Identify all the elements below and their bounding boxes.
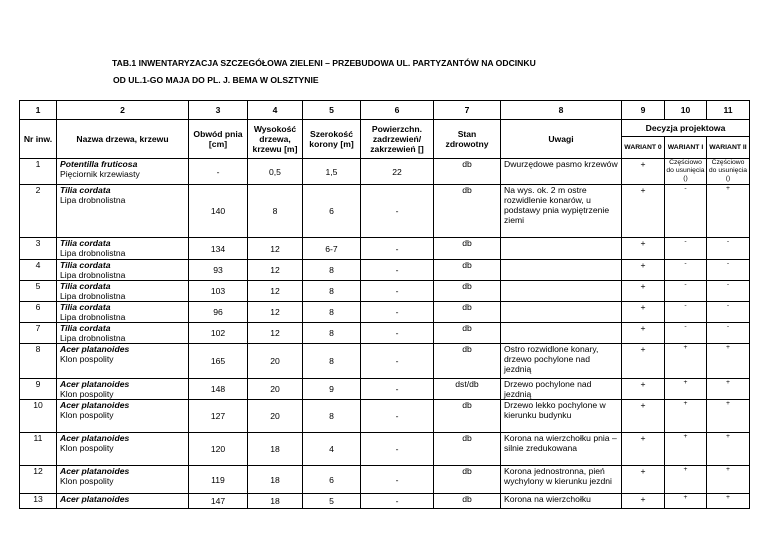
uwagi-value: Korona jednostronna, pień wychylony w kierunku jezdni xyxy=(501,466,622,494)
row-number: 11 xyxy=(20,433,57,466)
wysokosc-value: 12 xyxy=(248,260,303,281)
powierzchnia-value: - xyxy=(361,400,434,433)
row-number: 8 xyxy=(20,344,57,379)
wariant-2-value: + xyxy=(707,400,750,433)
species-name xyxy=(57,185,189,238)
wysokosc-value: 18 xyxy=(248,466,303,494)
species-name xyxy=(57,379,189,400)
row-number: 1 xyxy=(20,159,57,185)
wariant-2-value: + xyxy=(707,466,750,494)
powierzchnia-value: - xyxy=(361,494,434,509)
table-row xyxy=(20,466,750,494)
column-number-3: 3 xyxy=(189,101,248,120)
obwod-value: - xyxy=(189,159,248,185)
obwod-value: 134 xyxy=(189,238,248,260)
powierzchnia-value: - xyxy=(361,344,434,379)
uwagi-value: Drzewo lekko pochylone w kierunku budynku xyxy=(501,400,622,433)
species-name xyxy=(57,302,189,323)
powierzchnia-value: - xyxy=(361,466,434,494)
szerokosc-value: 8 xyxy=(303,281,361,302)
stan-value: db xyxy=(434,323,501,344)
wariant-2-value: + xyxy=(707,344,750,379)
uwagi-value: Ostro rozwidlone konary, drzewo pochylone nad jezdnią xyxy=(501,344,622,379)
obwod-value: 120 xyxy=(189,433,248,466)
wariant-2-value: Częściowo do usunięcia () xyxy=(707,159,750,185)
stan-value: db xyxy=(434,302,501,323)
header-stan: Stan zdrowotny xyxy=(434,120,501,159)
wariant-1-value: + xyxy=(665,379,707,400)
szerokosc-value: 8 xyxy=(303,260,361,281)
table-row xyxy=(20,379,750,400)
obwod-value: 140 xyxy=(189,185,248,238)
latin-name: Acer platanoides xyxy=(60,433,130,443)
szerokosc-value: 8 xyxy=(303,344,361,379)
latin-name: Tilia cordata xyxy=(60,302,111,312)
obwod-value: 93 xyxy=(189,260,248,281)
wysokosc-value: 12 xyxy=(248,281,303,302)
polish-name: Klon pospolity xyxy=(60,389,114,399)
obwod-value: 102 xyxy=(189,323,248,344)
uwagi-value: Drzewo pochylone nad jezdnią xyxy=(501,379,622,400)
column-number-8: 8 xyxy=(501,101,622,120)
latin-name: Potentilla fruticosa xyxy=(60,159,138,169)
header-wariant-1: WARIANT I xyxy=(665,137,707,159)
uwagi-value: Korona na wierzchołku xyxy=(501,494,622,509)
szerokosc-value: 5 xyxy=(303,494,361,509)
header-name: Nazwa drzewa, krzewu xyxy=(57,120,189,159)
szerokosc-value: 6-7 xyxy=(303,238,361,260)
powierzchnia-value: - xyxy=(361,323,434,344)
table-row xyxy=(20,323,750,344)
species-name xyxy=(57,433,189,466)
polish-name: Klon pospolity xyxy=(60,443,114,453)
header-obwod: Obwód pnia [cm] xyxy=(189,120,248,159)
stan-value: dst/db xyxy=(434,379,501,400)
latin-name: Acer platanoides xyxy=(60,494,130,504)
powierzchnia-value: - xyxy=(361,238,434,260)
polish-name: Klon pospolity xyxy=(60,410,114,420)
wariant-0-value: + xyxy=(622,159,665,185)
row-number: 13 xyxy=(20,494,57,509)
wysokosc-value: 20 xyxy=(248,379,303,400)
stan-value: db xyxy=(434,281,501,302)
wysokosc-value: 0,5 xyxy=(248,159,303,185)
stan-value: db xyxy=(434,466,501,494)
szerokosc-value: 8 xyxy=(303,302,361,323)
latin-name: Tilia cordata xyxy=(60,238,111,248)
column-number-9: 9 xyxy=(622,101,665,120)
table-subtitle: OD UL.1-GO MAJA DO PL. J. BEMA W OLSZTYNIE xyxy=(113,75,319,85)
table-row xyxy=(20,400,750,433)
obwod-value: 165 xyxy=(189,344,248,379)
uwagi-value xyxy=(501,260,622,281)
table-title: TAB.1 INWENTARYZACJA SZCZEGÓŁOWA ZIELENI – PRZEBUDOWA UL. PARTYZANTÓW NA ODCINKU xyxy=(112,58,536,68)
header-row xyxy=(20,120,750,137)
polish-name: Lipa drobnolistna xyxy=(60,291,126,301)
powierzchnia-value: - xyxy=(361,185,434,238)
header-wariant-0: WARIANT 0 xyxy=(622,137,665,159)
species-name xyxy=(57,494,189,509)
wariant-1-value: + xyxy=(665,344,707,379)
species-name xyxy=(57,281,189,302)
polish-name: Lipa drobnolistna xyxy=(60,312,126,322)
table-row xyxy=(20,159,750,185)
wysokosc-value: 12 xyxy=(248,323,303,344)
szerokosc-value: 8 xyxy=(303,400,361,433)
row-number: 2 xyxy=(20,185,57,238)
column-number-6: 6 xyxy=(361,101,434,120)
wysokosc-value: 20 xyxy=(248,400,303,433)
stan-value: db xyxy=(434,494,501,509)
wariant-2-value: + xyxy=(707,433,750,466)
stan-value: db xyxy=(434,238,501,260)
header-wariant-2: WARIANT II xyxy=(707,137,750,159)
header-decyzja: Decyzja projektowa xyxy=(622,120,750,137)
wariant-1-value: - xyxy=(665,323,707,344)
szerokosc-value: 8 xyxy=(303,323,361,344)
latin-name: Tilia cordata xyxy=(60,323,111,333)
polish-name: Klon pospolity xyxy=(60,354,114,364)
powierzchnia-value: - xyxy=(361,260,434,281)
species-name xyxy=(57,238,189,260)
wysokosc-value: 20 xyxy=(248,344,303,379)
wariant-2-value: + xyxy=(707,185,750,238)
wariant-1-value: - xyxy=(665,238,707,260)
wariant-1-value: + xyxy=(665,400,707,433)
powierzchnia-value: - xyxy=(361,281,434,302)
wariant-0-value: + xyxy=(622,281,665,302)
wysokosc-value: 18 xyxy=(248,494,303,509)
header-uwagi: Uwagi xyxy=(501,120,622,159)
row-number: 6 xyxy=(20,302,57,323)
szerokosc-value: 1,5 xyxy=(303,159,361,185)
stan-value: db xyxy=(434,159,501,185)
wysokosc-value: 12 xyxy=(248,238,303,260)
wariant-0-value: + xyxy=(622,466,665,494)
wariant-1-value: - xyxy=(665,185,707,238)
stan-value: db xyxy=(434,185,501,238)
stan-value: db xyxy=(434,260,501,281)
wariant-0-value: + xyxy=(622,260,665,281)
wariant-2-value: + xyxy=(707,494,750,509)
species-name xyxy=(57,260,189,281)
column-number-2: 2 xyxy=(57,101,189,120)
uwagi-value: Dwurzędowe pasmo krzewów xyxy=(501,159,622,185)
column-number-5: 5 xyxy=(303,101,361,120)
wariant-0-value: + xyxy=(622,494,665,509)
latin-name: Acer platanoides xyxy=(60,466,130,476)
szerokosc-value: 4 xyxy=(303,433,361,466)
latin-name: Acer platanoides xyxy=(60,344,130,354)
polish-name: Lipa drobnolistna xyxy=(60,270,126,280)
wariant-0-value: + xyxy=(622,302,665,323)
latin-name: Tilia cordata xyxy=(60,281,111,291)
uwagi-value: Korona na wierzchołku pnia – silnie zredukowana xyxy=(501,433,622,466)
row-number: 3 xyxy=(20,238,57,260)
row-number: 12 xyxy=(20,466,57,494)
powierzchnia-value: - xyxy=(361,433,434,466)
column-number-1: 1 xyxy=(20,101,57,120)
powierzchnia-value: 22 xyxy=(361,159,434,185)
row-number: 9 xyxy=(20,379,57,400)
header-szerokosc: Szerokość korony [m] xyxy=(303,120,361,159)
table-row xyxy=(20,260,750,281)
species-name xyxy=(57,400,189,433)
wariant-0-value: + xyxy=(622,185,665,238)
wariant-1-value: + xyxy=(665,466,707,494)
table-row xyxy=(20,433,750,466)
obwod-value: 96 xyxy=(189,302,248,323)
latin-name: Acer platanoides xyxy=(60,400,130,410)
stan-value: db xyxy=(434,433,501,466)
column-number-10: 10 xyxy=(665,101,707,120)
polish-name: Klon pospolity xyxy=(60,476,114,486)
latin-name: Acer platanoides xyxy=(60,379,130,389)
szerokosc-value: 9 xyxy=(303,379,361,400)
species-name xyxy=(57,466,189,494)
polish-name: Lipa drobnolistna xyxy=(60,195,126,205)
table-row xyxy=(20,302,750,323)
table-row xyxy=(20,238,750,260)
wariant-0-value: + xyxy=(622,433,665,466)
wysokosc-value: 12 xyxy=(248,302,303,323)
obwod-value: 119 xyxy=(189,466,248,494)
species-name xyxy=(57,323,189,344)
szerokosc-value: 6 xyxy=(303,466,361,494)
row-number: 5 xyxy=(20,281,57,302)
wariant-2-value: - xyxy=(707,281,750,302)
species-name xyxy=(57,344,189,379)
stan-value: db xyxy=(434,400,501,433)
uwagi-value: Na wys. ok. 2 m ostre rozwidlenie konarów, u podstawy pnia wypiętrzenie ziemi xyxy=(501,185,622,238)
header-nr: Nr inw. xyxy=(20,120,57,159)
wariant-2-value: - xyxy=(707,302,750,323)
row-number: 10 xyxy=(20,400,57,433)
wariant-2-value: - xyxy=(707,238,750,260)
column-number-11: 11 xyxy=(707,101,750,120)
obwod-value: 103 xyxy=(189,281,248,302)
wariant-1-value: - xyxy=(665,302,707,323)
wariant-0-value: + xyxy=(622,379,665,400)
obwod-value: 148 xyxy=(189,379,248,400)
wariant-2-value: - xyxy=(707,323,750,344)
obwod-value: 127 xyxy=(189,400,248,433)
wariant-0-value: + xyxy=(622,323,665,344)
wariant-2-value: + xyxy=(707,379,750,400)
header-wysokosc: Wysokość drzewa, krzewu [m] xyxy=(248,120,303,159)
wariant-1-value: - xyxy=(665,281,707,302)
polish-name: Pięciornik krzewiasty xyxy=(60,169,140,179)
wysokosc-value: 18 xyxy=(248,433,303,466)
stan-value: db xyxy=(434,344,501,379)
wariant-0-value: + xyxy=(622,400,665,433)
uwagi-value xyxy=(501,302,622,323)
wysokosc-value: 8 xyxy=(248,185,303,238)
obwod-value: 147 xyxy=(189,494,248,509)
polish-name: Lipa drobnolistna xyxy=(60,248,126,258)
row-number: 7 xyxy=(20,323,57,344)
species-name xyxy=(57,159,189,185)
wariant-1-value: - xyxy=(665,260,707,281)
uwagi-value xyxy=(501,238,622,260)
table-row xyxy=(20,494,750,509)
column-number-4: 4 xyxy=(248,101,303,120)
uwagi-value xyxy=(501,281,622,302)
wariant-0-value: + xyxy=(622,238,665,260)
header-powierzchnia: Powierzchn. zadrzewień/ zakrzewień [] xyxy=(361,120,434,159)
powierzchnia-value: - xyxy=(361,302,434,323)
wariant-1-value: + xyxy=(665,433,707,466)
powierzchnia-value: - xyxy=(361,379,434,400)
latin-name: Tilia cordata xyxy=(60,260,111,270)
table-row xyxy=(20,185,750,238)
latin-name: Tilia cordata xyxy=(60,185,111,195)
uwagi-value xyxy=(501,323,622,344)
wariant-1-value: Częściowo do usunięcia () xyxy=(665,159,707,185)
wariant-2-value: - xyxy=(707,260,750,281)
table-row xyxy=(20,344,750,379)
row-number: 4 xyxy=(20,260,57,281)
column-number-row xyxy=(20,101,750,120)
column-number-7: 7 xyxy=(434,101,501,120)
inventory-table xyxy=(19,100,750,509)
table-row xyxy=(20,281,750,302)
szerokosc-value: 6 xyxy=(303,185,361,238)
polish-name: Lipa drobnolistna xyxy=(60,333,126,343)
wariant-1-value: + xyxy=(665,494,707,509)
wariant-0-value: + xyxy=(622,344,665,379)
